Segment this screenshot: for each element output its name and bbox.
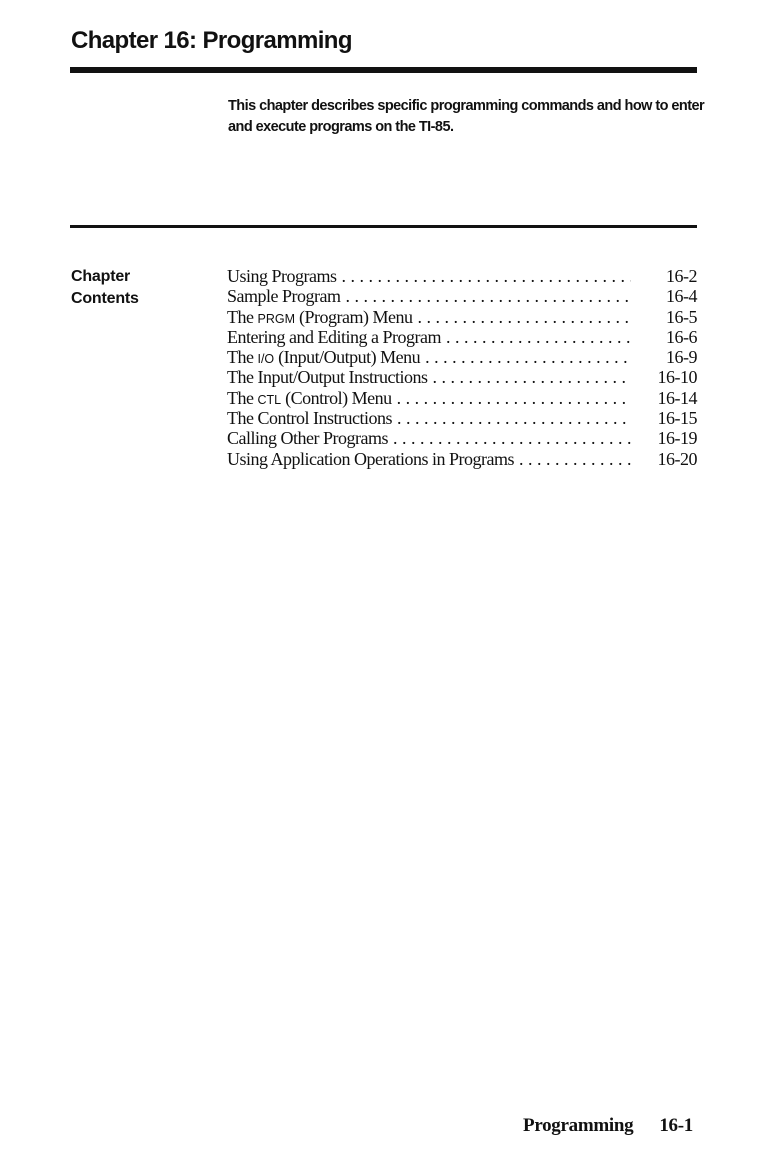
dot-leader <box>397 408 631 428</box>
dot-leader <box>397 388 631 408</box>
toc-entry-title: The I/O (Input/Output) Menu <box>227 347 421 368</box>
footer-section: Programming <box>523 1115 634 1136</box>
toc-entry-page: 16-14 <box>657 387 697 408</box>
dot-leader <box>393 428 631 448</box>
toc-entry-title: The PRGM (Program) Menu <box>227 306 413 327</box>
toc-entry-page: 16-6 <box>666 326 697 347</box>
toc-entry[interactable] <box>227 286 697 306</box>
chapter-intro: This chapter describes specific programming commands and how to enter and execute programs on the TI-85. <box>228 98 705 135</box>
dot-leader <box>425 347 631 367</box>
toc-entry-title: Sample Program <box>227 286 341 307</box>
toc-entry-title: Using Application Operations in Programs <box>227 448 514 469</box>
toc-entry-title: The CTL (Control) Menu <box>227 387 392 408</box>
toc-entry-title: Calling Other Programs <box>227 428 388 449</box>
toc-entry-title: The Control Instructions <box>227 408 392 429</box>
dot-leader <box>446 327 631 347</box>
toc-entry-page: 16-5 <box>666 306 697 327</box>
toc-entry-title: Entering and Editing a Program <box>227 326 441 347</box>
toc-entry-title: Using Programs <box>227 266 337 286</box>
toc-entry[interactable] <box>227 307 697 327</box>
dot-leader <box>432 367 631 387</box>
dot-leader <box>345 286 631 306</box>
footer-page-number: 16-1 <box>659 1115 693 1136</box>
page-footer <box>523 1115 693 1137</box>
toc-entry-page: 16-9 <box>666 347 697 368</box>
contents-label-line-2: Contents <box>71 290 139 307</box>
toc-entry[interactable] <box>227 367 697 387</box>
toc-entry-title: The Input/Output Instructions <box>227 367 428 388</box>
toc-entry-page: 16-10 <box>657 367 697 388</box>
dot-leader <box>519 449 631 469</box>
toc-entry-page: 16-20 <box>657 448 697 469</box>
toc-entry[interactable] <box>227 449 697 469</box>
toc-entry-page: 16-2 <box>666 266 697 286</box>
contents-label <box>71 266 139 310</box>
dot-leader <box>342 266 632 286</box>
toc-entry[interactable] <box>227 428 697 448</box>
toc-entry-page: 16-15 <box>657 408 697 429</box>
toc-entry[interactable] <box>227 388 697 408</box>
toc-entry[interactable] <box>227 408 697 428</box>
toc-entry[interactable] <box>227 327 697 347</box>
section-divider <box>70 225 697 228</box>
chapter-title: Chapter 16: Programming <box>71 27 352 54</box>
toc-entry[interactable] <box>227 347 697 367</box>
dot-leader <box>417 307 631 327</box>
title-rule <box>70 67 697 73</box>
toc-entry[interactable] <box>227 266 697 286</box>
table-of-contents <box>227 266 697 469</box>
toc-entry-page: 16-19 <box>657 428 697 449</box>
contents-label-line-1: Chapter <box>71 268 131 285</box>
toc-entry-page: 16-4 <box>666 286 697 307</box>
